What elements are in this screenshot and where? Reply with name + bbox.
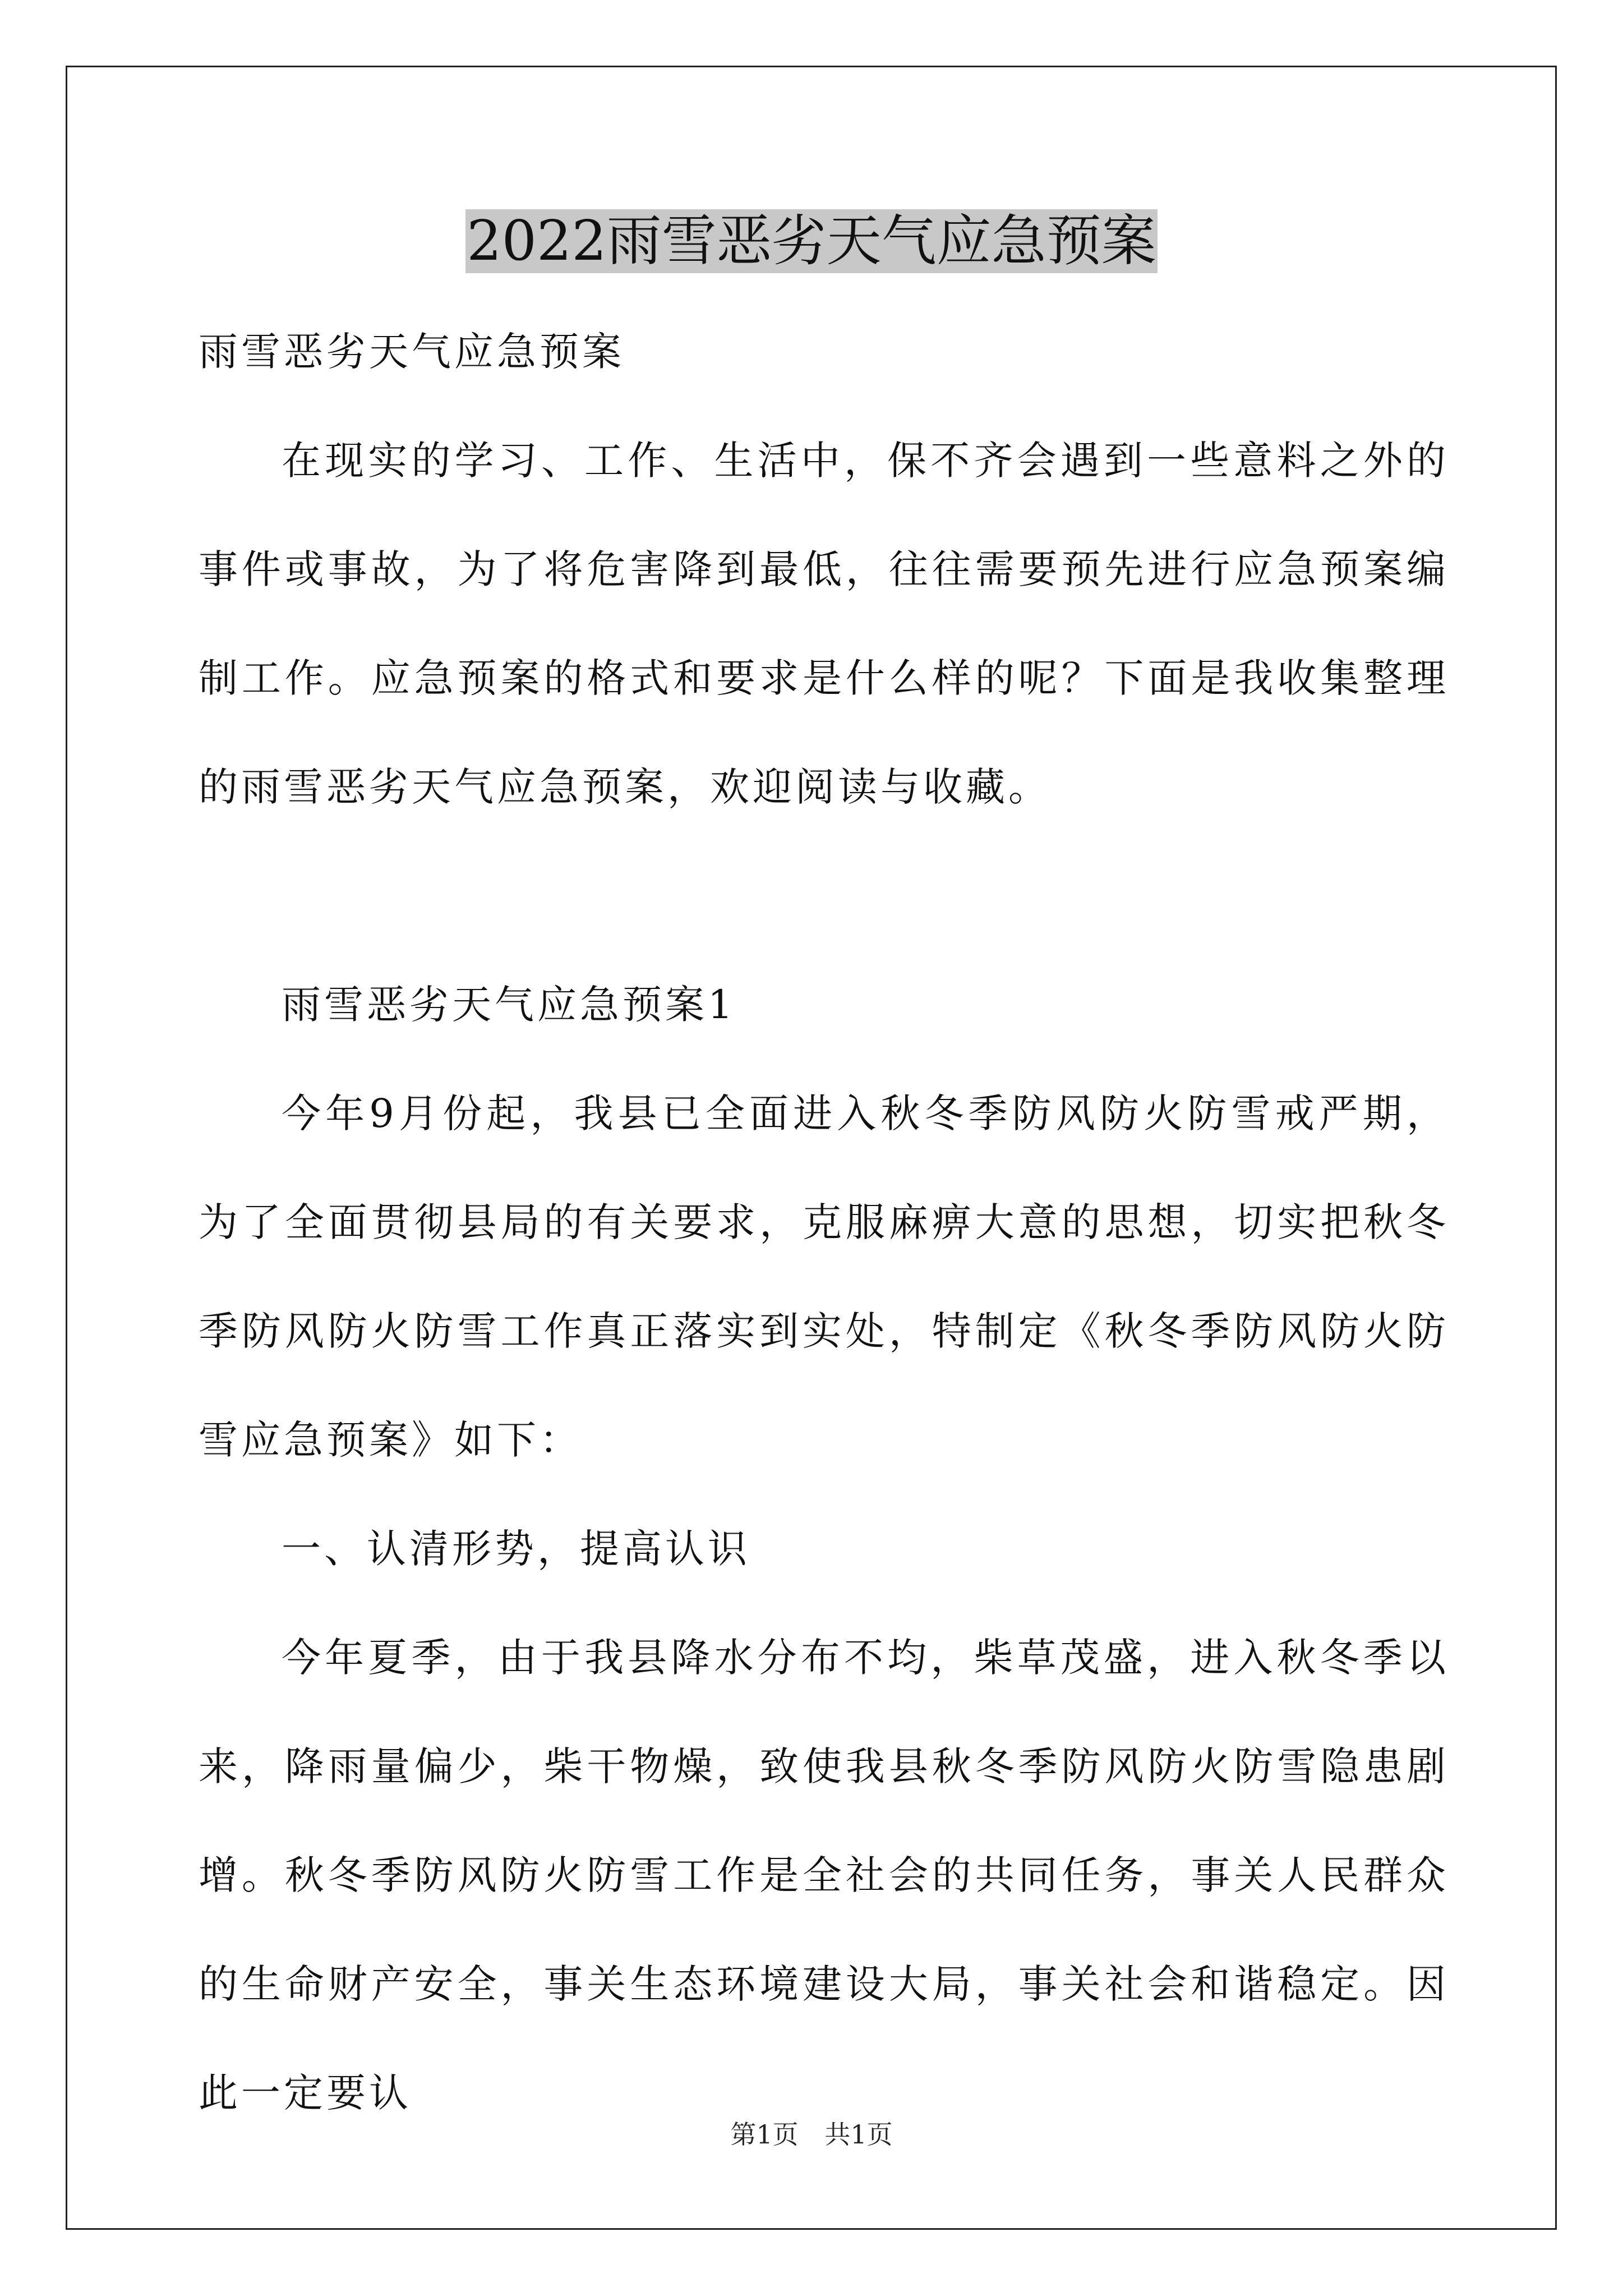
page-number-total: 共1页 <box>824 2119 893 2150</box>
page-footer <box>0 2118 1623 2151</box>
document-title <box>0 202 1623 280</box>
page-number-current: 第1页 <box>730 2119 799 2150</box>
document-body <box>199 297 1449 2147</box>
subsection-heading: 一、认清形势，提高认识 <box>282 1526 750 1572</box>
document-title-text: 2022雨雪恶劣天气应急预案 <box>467 209 1156 273</box>
paragraph-intro: 在现实的学习、工作、生活中，保不齐会遇到一些意料之外的事件或事故，为了将危害降到最低，往往需要预先进行应急预案编制工作。应急预案的格式和要求是什么样的呢？下面是我收集整理的雨雪恶劣天气应急预案，欢迎阅读与收藏。 <box>199 438 1449 810</box>
section-heading: 雨雪恶劣天气应急预案1 <box>282 982 736 1028</box>
paragraph-subtitle: 雨雪恶劣天气应急预案 <box>199 329 625 375</box>
paragraph-spacer <box>199 841 1449 950</box>
paragraph-body-2: 今年夏季，由于我县降水分布不均，柴草茂盛，进入秋冬季以来，降雨量偏少，柴干物燥，致使我县秋冬季防风防火防雪隐患剧增。秋冬季防风防火防雪工作是全社会的共同任务，事关人民群众的生命财产安全，事关生态环境建设大局，事关社会和谐稳定。因此一定要认 <box>199 1635 1449 2116</box>
paragraph-body-1: 今年9月份起，我县已全面进入秋冬季防风防火防雪戒严期，为了全面贯彻县局的有关要求，克服麻痹大意的思想，切实把秋冬季防风防火防雪工作真正落实到实处，特制定《秋冬季防风防火防雪应急预案》如下： <box>199 1091 1449 1463</box>
